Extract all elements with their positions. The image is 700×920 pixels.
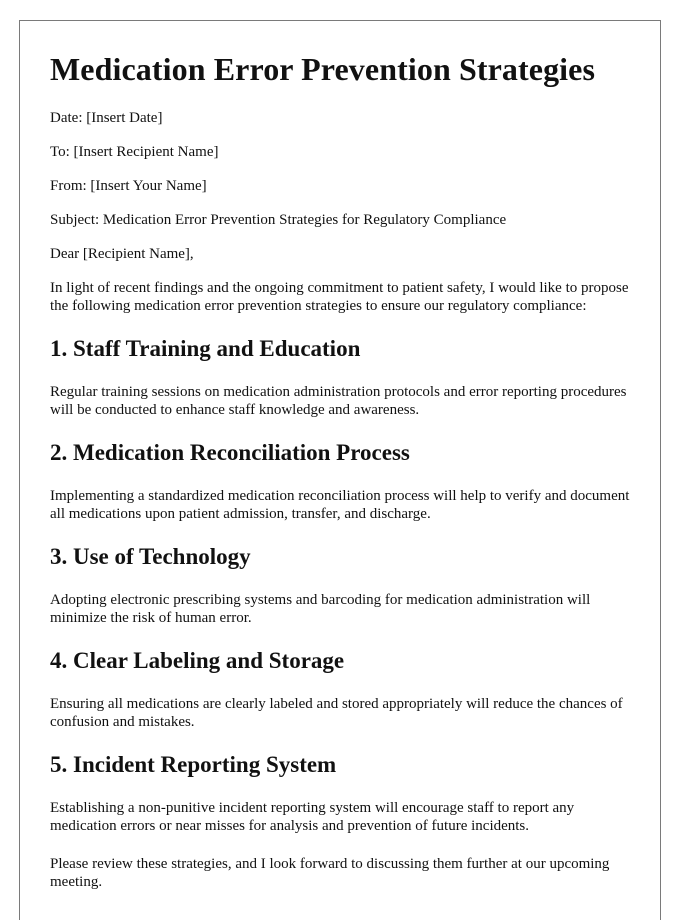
section-heading: 2. Medication Reconciliation Process [50,440,410,465]
section-text: Implementing a standardized medication reconciliation process will help to verify and document all medications upon patient admission, transfer, and discharge. [50,488,630,522]
letter-page [19,20,661,920]
section-heading: 4. Clear Labeling and Storage [50,648,345,673]
section-text: Establishing a non-punitive incident reporting system will encourage staff to report any medication errors or near misses for analysis and prevention of future incidents. [50,800,575,834]
section-heading: 5. Incident Reporting System [50,752,337,777]
section-use-of-technology [50,543,630,627]
section-labeling-storage [50,647,630,731]
greeting: Dear [Recipient Name], [50,246,194,262]
section-incident-reporting [50,751,630,835]
from-line: From: [Insert Your Name] [50,178,207,194]
subject-line: Subject: Medication Error Prevention Strategies for Regulatory Compliance [50,212,507,228]
closing-paragraph: Please review these strategies, and I look forward to discussing them further at our upcoming meeting. [50,856,610,890]
section-heading: 1. Staff Training and Education [50,336,361,361]
section-staff-training [50,335,630,419]
letter-meta [50,109,630,229]
section-text: Ensuring all medications are clearly labeled and stored appropriately will reduce the chances of confusion and mistakes. [50,696,623,730]
section-text: Adopting electronic prescribing systems and barcoding for medication administration will minimize the risk of human error. [50,592,591,626]
date-line: Date: [Insert Date] [50,110,163,126]
section-medication-reconciliation [50,439,630,523]
section-heading: 3. Use of Technology [50,544,251,569]
page-title: Medication Error Prevention Strategies [50,51,596,87]
to-line: To: [Insert Recipient Name] [50,144,219,160]
section-text: Regular training sessions on medication administration protocols and error reporting procedures will be conducted to enhance staff knowledge and awareness. [50,384,627,418]
intro-paragraph: In light of recent findings and the ongoing commitment to patient safety, I would like to propose the following medication error prevention strategies to ensure our regulatory compliance: [50,280,629,314]
